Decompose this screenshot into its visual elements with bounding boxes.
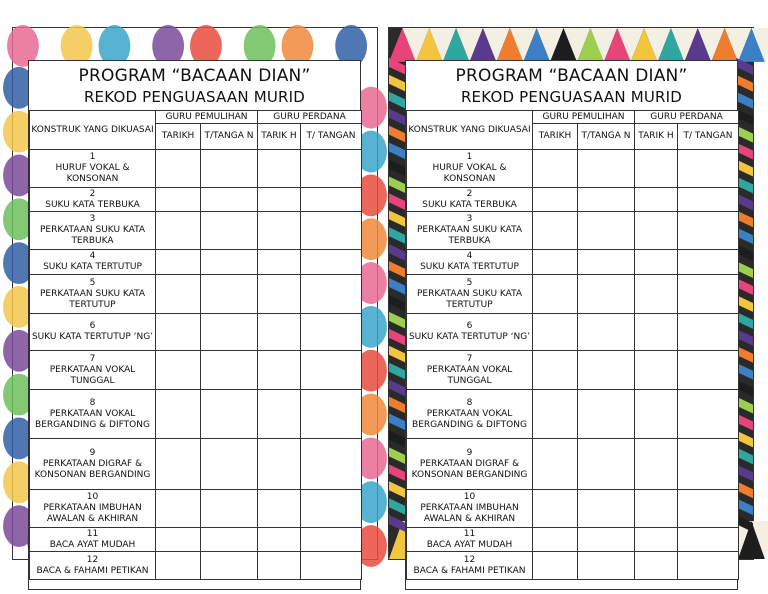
construct-cell [30,351,156,390]
construct-row [407,490,739,528]
signature-entry-cell[interactable] [578,439,635,490]
signature-entry-cell[interactable] [201,250,258,275]
chevron-stripe [389,227,406,244]
construct-label: SUKU KATA TERTUTUP ‘NG’ [408,332,531,342]
signature-entry-cell[interactable] [201,490,258,528]
construct-cell [30,439,156,490]
date-column-header: TARIKH [533,124,578,150]
program-title: PROGRAM “BACAAN DIAN” [455,66,688,86]
construct-row [407,314,739,351]
construct-number: 7 [89,353,96,364]
date-entry-cell[interactable] [533,150,578,188]
construct-cell [30,314,156,351]
chevron-stripe [389,126,406,143]
construct-label: BACA AYAT MUDAH [426,539,513,550]
date-entry-cell[interactable] [258,314,301,351]
date-entry-cell[interactable] [533,439,578,490]
signature-entry-cell[interactable] [678,528,739,552]
date-entry-cell[interactable] [258,188,301,212]
construct-number: 1 [89,152,96,162]
date-entry-cell[interactable] [533,528,578,552]
guru-pemulihan-header: GURU PEMULIHAN [533,111,635,124]
construct-row [407,188,739,212]
date-entry-cell[interactable] [156,390,201,439]
date-entry-cell[interactable] [156,439,201,490]
chevron-stripe [389,295,406,312]
signature-column-header: T/ TANGAN [678,124,739,150]
signature-entry-cell[interactable] [201,351,258,390]
date-entry-cell[interactable] [156,275,201,314]
chevron-stripe [389,329,406,346]
construct-label: PERKATAAN IMBUHAN AWALAN & AKHIRAN [43,503,142,524]
signature-entry-cell[interactable] [578,390,635,439]
signature-entry-cell[interactable] [201,528,258,552]
construct-label: PERKATAAN SUKU KATA TERTUTUP [416,288,523,310]
date-entry-cell[interactable] [635,390,678,439]
record-card-polka [12,27,378,576]
signature-entry-cell[interactable] [201,150,258,188]
date-entry-cell[interactable] [635,528,678,552]
construct-label: PERKATAAN VOKAL BERGANDING & DIFTONG [35,408,150,430]
date-entry-cell[interactable] [258,528,301,552]
construct-row [30,275,362,314]
chevron-stripe [389,498,406,515]
construct-row [407,528,739,552]
construct-label: SUKU KATA TERTUTUP [43,262,142,272]
date-entry-cell[interactable] [258,490,301,528]
construct-label: SUKU KATA TERTUTUP [420,262,519,272]
record-panel [28,60,361,590]
program-title: PROGRAM “BACAAN DIAN” [78,66,311,86]
construct-cell [407,150,533,188]
construct-cell [407,314,533,351]
construct-cell [407,439,533,490]
construct-number: 8 [466,397,473,408]
signature-entry-cell[interactable] [201,275,258,314]
construct-cell [30,490,156,528]
chevron-stripe [389,176,406,193]
construct-header: KONSTRUK YANG DIKUASAI [30,111,156,150]
date-entry-cell[interactable] [533,314,578,351]
date-entry-cell[interactable] [258,150,301,188]
signature-entry-cell[interactable] [678,212,739,250]
construct-label: SUKU KATA TERBUKA [422,199,517,210]
construct-row [30,188,362,212]
signature-entry-cell[interactable] [678,439,739,490]
construct-label: PERKATAAN VOKAL BERGANDING & DIFTONG [412,408,527,430]
construct-cell [407,490,533,528]
date-entry-cell[interactable] [258,439,301,490]
construct-row [30,490,362,528]
construct-label: PERKATAAN SUKU KATA TERBUKA [416,225,523,246]
construct-cell [407,390,533,439]
signature-entry-cell[interactable] [301,212,362,250]
construct-row [407,212,739,250]
construct-cell [30,250,156,275]
construct-cell [30,552,156,580]
chevron-stripe [389,363,406,380]
date-entry-cell[interactable] [156,351,201,390]
chevron-stripe [389,447,406,464]
chevron-stripe [389,464,406,481]
date-entry-cell[interactable] [533,390,578,439]
construct-label: PERKATAAN DIGRAF & KONSONAN BERGANDING [411,458,528,480]
construct-number: 1 [466,152,473,162]
date-entry-cell[interactable] [258,390,301,439]
signature-entry-cell[interactable] [201,390,258,439]
construct-number: 3 [466,214,473,224]
signature-entry-cell[interactable] [678,390,739,439]
date-entry-cell[interactable] [156,528,201,552]
signature-entry-cell[interactable] [678,150,739,188]
date-entry-cell[interactable] [635,250,678,275]
signature-entry-cell[interactable] [301,188,362,212]
construct-row [30,552,362,580]
construct-label: PERKATAAN DIGRAF & KONSONAN BERGANDING [34,458,151,480]
signature-entry-cell[interactable] [678,275,739,314]
construct-number: 3 [89,214,96,224]
construct-label: SUKU KATA TERBUKA [45,199,140,210]
date-entry-cell[interactable] [635,212,678,250]
date-entry-cell[interactable] [156,490,201,528]
construct-cell [30,188,156,212]
construct-label: PERKATAAN VOKAL TUNGGAL [426,364,513,386]
date-entry-cell[interactable] [635,275,678,314]
chevron-stripe [389,278,406,295]
date-entry-cell[interactable] [258,351,301,390]
construct-row [407,552,739,580]
signature-entry-cell[interactable] [578,275,635,314]
construct-number: 11 [463,528,476,539]
construct-row [30,250,362,275]
construct-cell [30,528,156,552]
construct-number: 4 [466,251,473,261]
date-entry-cell[interactable] [533,212,578,250]
construct-row [30,390,362,439]
signature-entry-cell[interactable] [678,188,739,212]
chevron-stripe [389,261,406,278]
construct-label: BACA & FAHAMI PETIKAN [413,565,526,576]
record-subtitle: REKOD PENGUASAAN MURID [83,88,306,106]
construct-number: 6 [466,321,473,331]
construct-number: 6 [89,321,96,331]
signature-entry-cell[interactable] [578,212,635,250]
signature-entry-cell[interactable] [301,390,362,439]
construct-cell [407,212,533,250]
date-entry-cell[interactable] [156,212,201,250]
date-entry-cell[interactable] [258,552,301,580]
date-entry-cell[interactable] [533,250,578,275]
date-entry-cell[interactable] [258,250,301,275]
date-entry-cell[interactable] [156,250,201,275]
signature-column-header: T/TANGA N [578,124,635,150]
guru-perdana-header: GURU PERDANA [258,111,362,124]
construct-label: SUKU KATA TERTUTUP ‘NG’ [31,332,154,342]
construct-row [30,351,362,390]
guru-pemulihan-header: GURU PEMULIHAN [156,111,258,124]
construct-cell [30,150,156,188]
chevron-stripe [389,210,406,227]
date-entry-cell[interactable] [258,275,301,314]
chevron-stripe [389,244,406,261]
construct-label: BACA & FAHAMI PETIKAN [36,565,149,576]
construct-row [407,275,739,314]
construct-row [30,439,362,490]
construct-cell [407,250,533,275]
date-entry-cell[interactable] [533,188,578,212]
chevron-stripe [736,92,753,109]
signature-entry-cell[interactable] [301,150,362,188]
date-entry-cell[interactable] [635,188,678,212]
construct-row [30,212,362,250]
chevron-stripe [389,312,406,329]
chevron-stripe [389,109,406,126]
construct-row [407,390,739,439]
date-entry-cell[interactable] [635,552,678,580]
date-entry-cell[interactable] [156,552,201,580]
construct-cell [30,275,156,314]
signature-entry-cell[interactable] [201,188,258,212]
construct-row [407,439,739,490]
construct-row [407,150,739,188]
construct-label: PERKATAAN SUKU KATA TERBUKA [39,225,146,246]
signature-entry-cell[interactable] [301,275,362,314]
date-entry-cell[interactable] [258,212,301,250]
construct-number: 10 [463,492,476,502]
signature-entry-cell[interactable] [678,490,739,528]
construct-label: PERKATAAN IMBUHAN AWALAN & AKHIRAN [420,503,519,524]
construct-number: 12 [463,554,476,565]
construct-cell [407,188,533,212]
construct-number: 12 [86,554,99,565]
chevron-stripe [389,160,406,177]
signature-entry-cell[interactable] [578,250,635,275]
construct-label: PERKATAAN SUKU KATA TERTUTUP [39,288,146,310]
signature-entry-cell[interactable] [678,314,739,351]
date-entry-cell[interactable] [635,490,678,528]
signature-column-header: T/TANGA N [201,124,258,150]
signature-entry-cell[interactable] [201,552,258,580]
chevron-stripe [389,92,406,109]
construct-label: HURUF VOKAL & KONSONAN [55,163,130,184]
date-entry-cell[interactable] [635,439,678,490]
chevron-stripe [389,515,406,532]
signature-entry-cell[interactable] [301,314,362,351]
chevron-stripe [389,414,406,431]
signature-entry-cell[interactable] [578,314,635,351]
chevron-stripe [389,380,406,397]
date-entry-cell[interactable] [533,351,578,390]
construct-label: BACA AYAT MUDAH [49,539,136,550]
signature-entry-cell[interactable] [578,552,635,580]
signature-entry-cell[interactable] [301,250,362,275]
signature-entry-cell[interactable] [678,250,739,275]
signature-entry-cell[interactable] [678,351,739,390]
construct-number: 9 [89,447,96,458]
record-subtitle: REKOD PENGUASAAN MURID [460,88,683,106]
construct-number: 10 [86,492,99,502]
signature-column-header: T/ TANGAN [301,124,362,150]
chevron-stripe [389,397,406,414]
date-entry-cell[interactable] [635,150,678,188]
construct-cell [30,212,156,250]
signature-entry-cell[interactable] [578,351,635,390]
signature-entry-cell[interactable] [578,490,635,528]
construct-cell [407,351,533,390]
signature-entry-cell[interactable] [301,490,362,528]
chevron-stripe [389,346,406,363]
chevron-stripe [389,143,406,160]
construct-label: HURUF VOKAL & KONSONAN [432,163,507,184]
construct-number: 9 [466,447,473,458]
signature-entry-cell[interactable] [301,528,362,552]
construct-row [30,314,362,351]
date-column-header: TARIK H [635,124,678,150]
date-entry-cell[interactable] [533,275,578,314]
construct-number: 2 [89,188,96,199]
construct-cell [30,390,156,439]
construct-label: PERKATAAN VOKAL TUNGGAL [49,364,136,386]
chevron-stripe [736,75,753,92]
construct-number: 7 [466,353,473,364]
signature-entry-cell[interactable] [578,150,635,188]
signature-entry-cell[interactable] [301,439,362,490]
signature-entry-cell[interactable] [201,439,258,490]
date-entry-cell[interactable] [635,314,678,351]
date-column-header: TARIK H [258,124,301,150]
chevron-stripe [389,193,406,210]
construct-number: 5 [89,277,96,288]
construct-cell [407,275,533,314]
chevron-stripe [389,481,406,498]
construct-row [30,528,362,552]
construct-number: 11 [86,528,99,539]
date-entry-cell[interactable] [635,351,678,390]
signature-entry-cell[interactable] [301,552,362,580]
date-entry-cell[interactable] [533,490,578,528]
chevron-stripe [389,430,406,447]
signature-entry-cell[interactable] [301,351,362,390]
date-entry-cell[interactable] [156,314,201,351]
construct-header: KONSTRUK YANG DIKUASAI [407,111,533,150]
construct-number: 5 [466,277,473,288]
construct-row [407,351,739,390]
date-entry-cell[interactable] [533,552,578,580]
date-entry-cell[interactable] [156,150,201,188]
signature-entry-cell[interactable] [578,188,635,212]
construct-cell [407,552,533,580]
signature-entry-cell[interactable] [201,314,258,351]
record-panel [405,60,738,590]
construct-number: 8 [89,397,96,408]
construct-row [407,250,739,275]
mastery-record-table [29,110,362,580]
construct-number: 2 [466,188,473,199]
construct-number: 4 [89,251,96,261]
date-entry-cell[interactable] [156,188,201,212]
chevron-stripe [389,75,406,92]
construct-row [30,150,362,188]
construct-cell [407,528,533,552]
date-column-header: TARIKH [156,124,201,150]
guru-perdana-header: GURU PERDANA [635,111,739,124]
record-card-chevron [388,27,754,576]
signature-entry-cell[interactable] [578,528,635,552]
signature-entry-cell[interactable] [201,212,258,250]
mastery-record-table [406,110,739,580]
signature-entry-cell[interactable] [678,552,739,580]
